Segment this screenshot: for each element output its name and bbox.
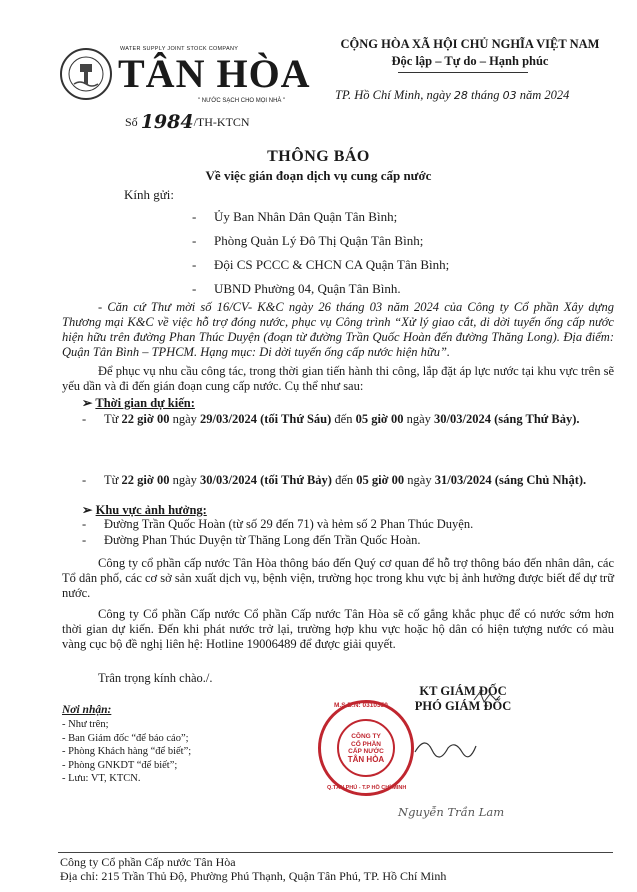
month-label: tháng — [471, 88, 500, 102]
logo-tagline: WATER SUPPLY JOINT STOCK COMPANY — [120, 46, 239, 52]
area-item: - Đường Trần Quốc Hoàn (từ số 29 đến 71) và hẻm số 2 Phan Thúc Duyện. — [82, 517, 474, 531]
support-paragraph: Công ty cổ phần cấp nước Tân Hòa thông báo đến Quý cơ quan để hỗ trợ thông báo đến nhân dân, các Tổ dân phố, các cơ sở sản xuất dịch vụ, bệnh viện, trường học trong khu vực bị ảnh hưởng được biết để dự trữ nước. — [62, 556, 614, 600]
schedule-heading: ➢ Thời gian dự kiến: — [82, 396, 195, 410]
signer-name: Nguyễn Trần Lam — [398, 805, 505, 819]
recipients-heading: Nơi nhận: — [62, 704, 112, 716]
place-label: TP. Hồ Chí Minh, ngày — [335, 88, 451, 102]
signature-scribble — [410, 730, 480, 765]
place-date — [335, 88, 625, 103]
recipients-item: - Lưu: VT, KTCN. — [62, 773, 141, 784]
recipients-item: - Ban Giám đốc “để báo cáo”; — [62, 732, 189, 744]
nation-name: CỘNG HÒA XÃ HỘI CHỦ NGHĨA VIỆT NAM — [340, 37, 600, 51]
footer-company: Công ty Cổ phần Cấp nước Tân Hòa — [60, 855, 236, 869]
seal-ring-text: M.S.D.N: 0310350 — [334, 702, 388, 709]
area-item: - Đường Phan Thúc Duyện từ Thăng Long đến Trần Quốc Hoàn. — [82, 533, 421, 547]
logo-name: TÂN HÒA — [118, 51, 311, 96]
recipient-item: - Ủy Ban Nhân Dân Quận Tân Bình; — [192, 209, 398, 224]
national-header — [330, 36, 610, 70]
recipient-list — [192, 205, 449, 301]
document-number — [125, 111, 250, 133]
schedule-item: - Từ 22 giờ 00 ngày 29/03/2024 (tối Thứ Sáu) đến 05 giờ 00 ngày 30/03/2024 (sáng Thứ Bảy). — [82, 412, 580, 426]
date-day: 28 — [453, 89, 468, 102]
seal-bottom-text: Q.TÂN PHÚ - T.P HỒ CHÍ MINH — [327, 785, 407, 791]
recipient-item: - Đội CS PCCC & CHCN CA Quận Tân Bình; — [192, 257, 450, 272]
recipient-item: - Phòng Quản Lý Đô Thị Quận Tân Bình; — [192, 233, 424, 248]
footer-divider — [58, 852, 613, 853]
water-tower-icon — [66, 54, 106, 94]
area-heading: ➢ Khu vực ảnh hưởng: — [82, 503, 207, 517]
company-seal: CÔNG TY CỔ PHẦN CẤP NƯỚC TÂN HÒA — [318, 700, 414, 796]
nation-motto: Độc lập – Tự do – Hạnh phúc — [391, 54, 549, 68]
footer — [60, 855, 446, 883]
closing-line: Trân trọng kính chào./. — [98, 671, 213, 685]
intro-paragraph: Để phục vụ nhu cầu công tác, trong thời gian tiến hành thi công, lắp đặt áp lực nước tại khu vực trên sẽ yếu dần và đi đến gián đoạn cung cấp nước. Cụ thể như sau: — [62, 364, 614, 393]
arrow-right-icon: ➢ — [82, 396, 96, 410]
doc-number-value: 1984 — [140, 111, 194, 133]
motto-underline — [398, 72, 528, 73]
greeting: Kính gửi: — [124, 187, 175, 202]
signature-title: KT GIÁM ĐỐC PHÓ GIÁM ĐỐC — [414, 684, 512, 713]
recipients-item: - Như trên; — [62, 719, 109, 730]
arrow-right-icon: ➢ — [82, 503, 96, 517]
company-logo-emblem — [60, 48, 112, 100]
doc-number-prefix: Số — [125, 115, 138, 129]
footer-address: Địa chỉ: 215 Trần Thủ Độ, Phường Phú Thạnh, Quận Tân Phú, TP. Hồ Chí Minh — [60, 869, 447, 883]
basis-paragraph: - Căn cứ Thư mời số 16/CV- K&C ngày 26 tháng 03 năm 2024 của Công ty Cổ phần Xây dựng Thương mại K&C về việc hỗ trợ đóng nước, phục vụ Công trình “Xử lý giao cắt, di dời tuyến ống cấp nước hiện hữu trên đường Phan Thúc Duyện (đoạn từ đường Trần Quốc Hoàn đến đường Thăng Long). Địa điểm: Quận Tân Bình – TPHCM. Hạng mục: Di dời tuyến ống cấp nước hiện hữu”. — [62, 300, 614, 359]
year-label: năm 2024 — [519, 88, 570, 102]
subject-line: Về việc gián đoạn dịch vụ cung cấp nước — [205, 168, 432, 183]
commitment-paragraph: Công ty Cổ phần Cấp nước Cổ phần Cấp nước Tân Hòa sẽ cố gắng khắc phục để có nước sớm hơn thời gian dự kiến. Đến khi phát nước trở lại, trường hợp khu vực hoặc hộ dân có hiện tượng nước có màu vàng cục bộ đề nghị liên hệ: Hotline 19006489 để được giải quyết. — [62, 607, 614, 651]
doc-number-suffix: /TH-KTCN — [193, 115, 250, 129]
recipients-item: - Phòng GNKDT “để biết”; — [62, 759, 178, 771]
recipients-list — [62, 718, 191, 786]
page-title: THÔNG BÁO — [267, 148, 370, 165]
schedule-item: - Từ 22 giờ 00 ngày 30/03/2024 (tối Thứ Bảy) đến 05 giờ 00 ngày 31/03/2024 (sáng Chủ Nhật). — [82, 473, 587, 487]
initial-scribble — [472, 688, 502, 706]
recipients-item: - Phòng Khách hàng “để biết”; — [62, 746, 192, 757]
date-month: 03 — [502, 89, 517, 102]
recipient-item: - UBND Phường 04, Quận Tân Bình. — [192, 281, 401, 296]
logo-slogan: " NƯỚC SẠCH CHO MỌI NHÀ " — [198, 98, 286, 104]
